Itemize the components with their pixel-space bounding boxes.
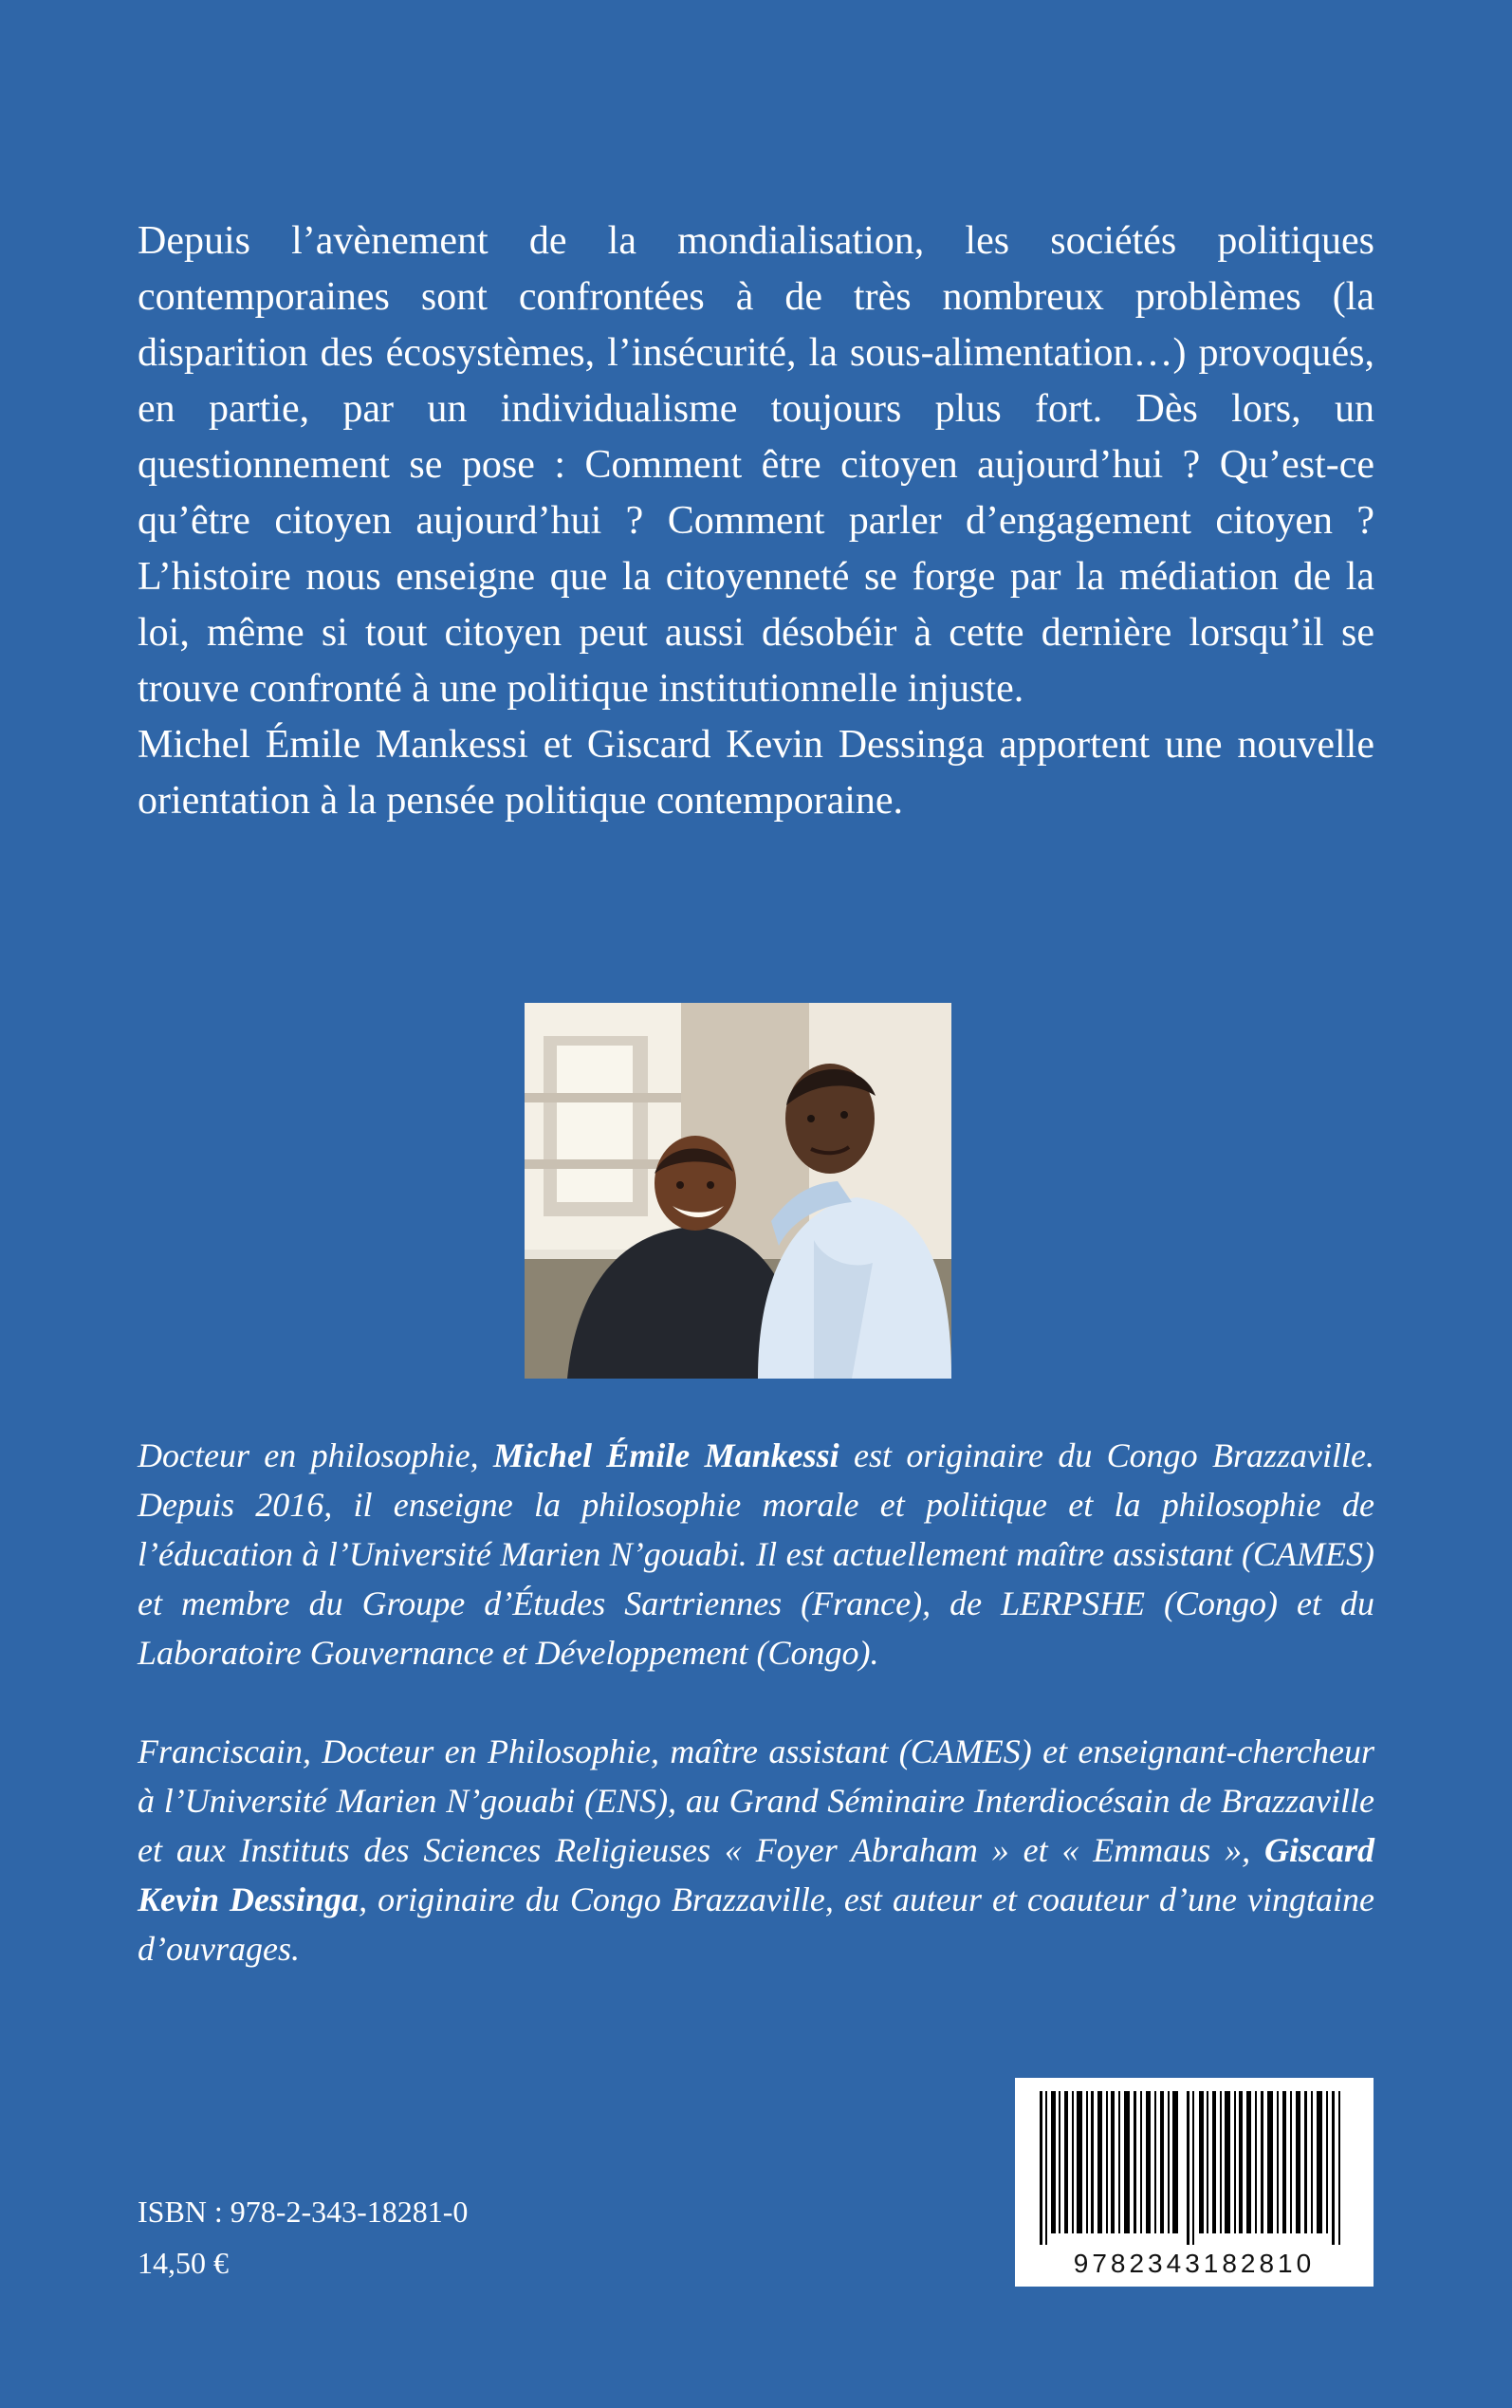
author-bio-text-end: , originaire du Congo Brazzaville, est auteur et coauteur d’une vingtaine d’ouvrages.: [138, 1880, 1374, 1968]
authors-photo: [525, 1003, 951, 1379]
book-summary: [138, 213, 1374, 829]
barcode-number: 9782343182810: [1073, 2249, 1316, 2278]
isbn-text: ISBN : 978-2-343-18281-0: [138, 2195, 469, 2229]
price-text: 14,50 €: [138, 2246, 229, 2280]
author-name: Michel Émile Mankessi: [492, 1436, 839, 1474]
author-name: Giscard Kevin Dessinga: [138, 1831, 1374, 1918]
author-bio-text-end: est originaire du Congo Brazzaville. Depuis 2016, il enseigne la philosophie morale et politique et la philosophie de l’éducation à l’Université Marien N’gouabi. Il est actuellement maître assistant (CAMES) et membre du Groupe d’Études Sartriennes (France), de LERPSHE (Congo) et du Laboratoire Gouvernance et Développement (Congo).: [138, 1436, 1374, 1672]
author-bio-giscard-kevin-dessinga: [138, 1727, 1374, 1973]
barcode: [1015, 2078, 1374, 2287]
author-bio-text-start: Franciscain, Docteur en Philosophie, maître assistant (CAMES) et enseignant-chercheur à l’Université Marien N’gouabi (ENS), au Grand Séminaire Interdiocésain de Brazzaville et aux Instituts des Sciences Religieuses « Foyer Abraham » et « Emmaus »,: [138, 1732, 1374, 1869]
author-bio-michel-emile-mankessi: [138, 1431, 1374, 1677]
authors-photo-image: [525, 1003, 951, 1379]
summary-paragraph-2: Michel Émile Mankessi et Giscard Kevin Dessinga apportent une nouvelle orientation à la pensée politique contemporaine.: [138, 723, 1374, 823]
author-bio-text-start: Docteur en philosophie,: [138, 1436, 493, 1474]
summary-paragraph-1: Depuis l’avènement de la mondialisation, les sociétés politiques contemporaines sont confrontées à de très nombreux problèmes (la disparition des écosystèmes, l’insécurité, la sous-alimentation…) provoqués, en partie, par un individualisme toujours plus fort. Dès lors, un questionnement se pose : Comment être citoyen aujourd’hui ? Qu’est-ce qu’être citoyen aujourd’hui ? Comment parler d’engagement citoyen ? L’histoire nous enseigne que la citoyenneté se forge par la médiation de la loi, même si tout citoyen peut aussi désobéir à cette dernière lorsqu’il se trouve confronté à une politique institutionnelle injuste.: [138, 219, 1374, 711]
